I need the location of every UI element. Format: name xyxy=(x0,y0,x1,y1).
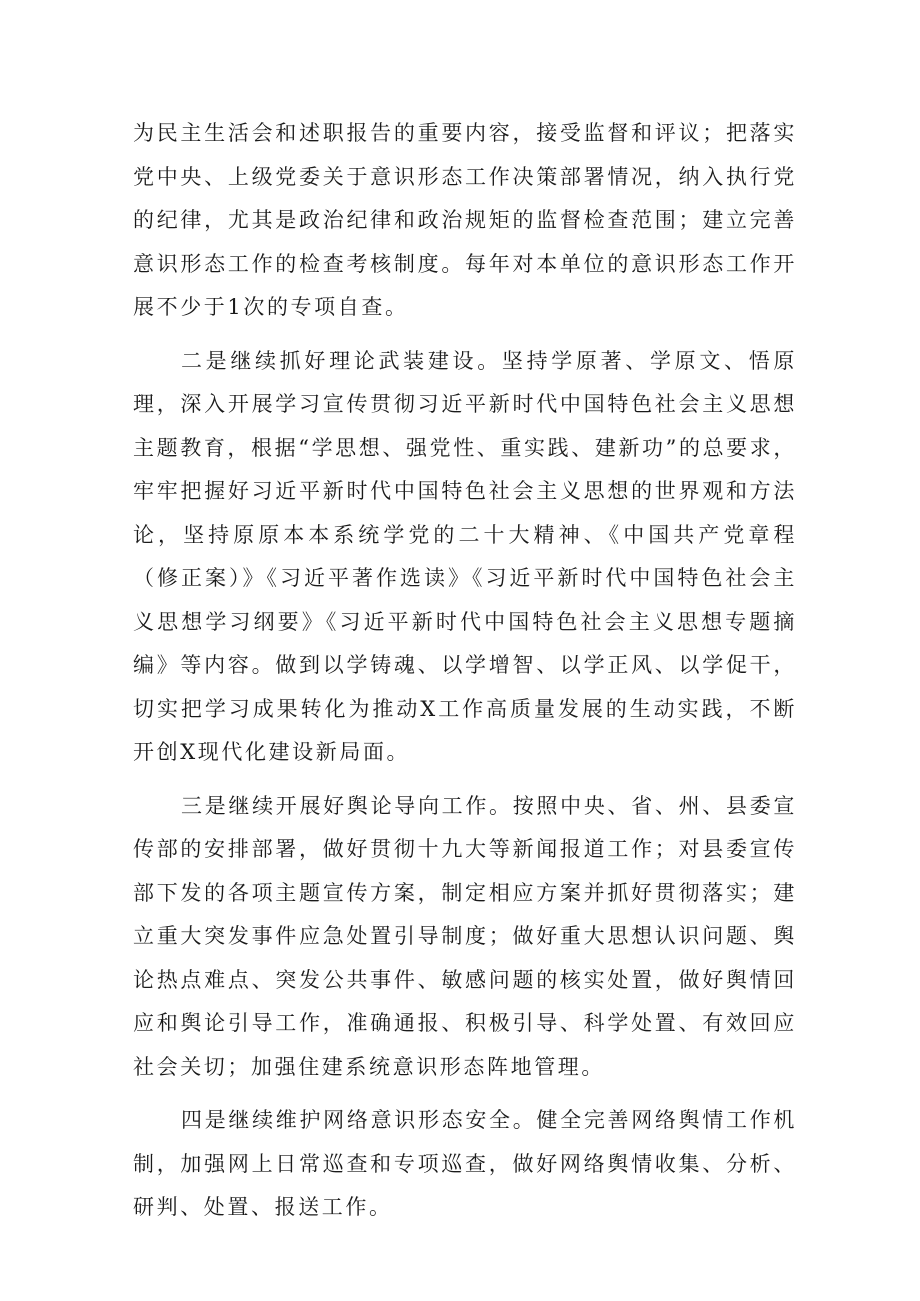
paragraph-continuation: 为民主生活会和述职报告的重要内容，接受监督和评议；把落实党中央、上级党委关于意识形态工作决策部署情况，纳入执行党的纪律，尤其是政治纪律和政治规矩的监督检查范围；建立完善意识形态工作的检查考核制度。每年对本单位的意识形态工作开展不少于1次的专项自查。 xyxy=(133,121,797,319)
paragraph-theory-study: 二是继续抓好理论武装建设。坚持学原著、学原文、悟原理，深入开展学习宣传贯彻习近平新时代中国特色社会主义思想主题教育，根据“学思想、强党性、重实践、建新功”的总要求，牢牢把握好习近平新时代中国特色社会主义思想的世界观和方法论，坚持原原本本系统学党的二十大精神、《中国共产党章程（修正案）》《习近平著作选读》《习近平新时代中国特色社会主义思想学习纲要》《习近平新时代中国特色社会主义思想专题摘编》等内容。做到以学铸魂、以学增智、以学正风、以学促干，切实把学习成果转化为推动X工作高质量发展的生动实践，不断开创X现代化建设新局面。 xyxy=(133,348,797,764)
document-body xyxy=(133,112,797,1240)
paragraph-network-security: 四是继续维护网络意识形态安全。健全完善网络舆情工作机制，加强网上日常巡查和专项巡查，做好网络舆情收集、分析、研判、处置、报送工作。 xyxy=(133,1108,797,1219)
paragraph-public-opinion: 三是继续开展好舆论导向工作。按照中央、省、州、县委宣传部的安排部署，做好贯彻十九大等新闻报道工作；对县委宣传部下发的各项主题宣传方案，制定相应方案并抓好贯彻落实；建立重大突发事件应急处置引导制度；做好重大思想认识问题、舆论热点难点、突发公共事件、敏感问题的核实处置，做好舆情回应和舆论引导工作，准确通报、积极引导、科学处置、有效回应社会关切；加强住建系统意识形态阵地管理。 xyxy=(133,793,797,1079)
